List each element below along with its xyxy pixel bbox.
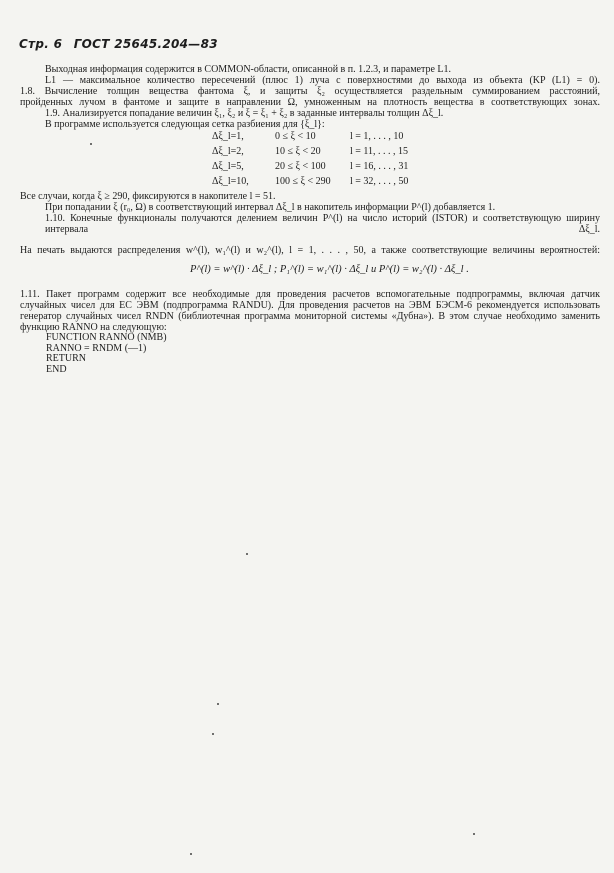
section-1-11-block	[20, 289, 600, 375]
grid-cell: l = 32, . . . , 50	[350, 176, 409, 187]
code-block	[46, 333, 600, 375]
paragraph-1-8-cont: пройденных лучом в фантоме и защите в направлении Ω, умноженным на плотность вещества в соответствующих зонах.	[20, 97, 600, 108]
code-line: RETURN	[46, 353, 86, 364]
grid-cell: 10 ≤ ξ < 20	[275, 146, 321, 157]
paragraph-1-9: 1.9. Анализируется попадание величин ξ₁, ξ₂ и ξ = ξ₁ + ξ₂ в заданные интервалы толщин Δξ_l.	[45, 108, 444, 119]
scan-speck	[473, 833, 475, 835]
grid-cell: Δξ_l=2,	[212, 146, 244, 157]
paragraph-1-8: 1.8. Вычисление толщин вещества фантома ξ, и защиты ξ₂ осуществляется раздельным суммированием расстояний,	[20, 86, 600, 97]
paragraph-case-290: Все случаи, когда ξ ≥ 290, фиксируются в накопителе l = 51.	[20, 191, 276, 202]
grid-cell: Δξ_l=10,	[212, 176, 249, 187]
paragraph-l1: L1 — максимальное количество пересечений (плюс 1) луча с поверхностями до выхода из объекта (KP (L1) = 0).	[45, 75, 600, 86]
code-line: END	[46, 363, 67, 375]
paragraph-1-10: 1.10. Конечные функционалы получаются делением величин P^(l) на число историй (ISTOR) и соответствующую ширину интервала Δξ_l.	[45, 213, 600, 235]
paragraph-hit: При попадании ξ (r₀, Ω) в соответствующий интервал Δξ_l в накопитель информации P^(l) добавляется 1.	[45, 202, 496, 213]
page-header	[19, 38, 225, 51]
document-body	[20, 64, 600, 130]
grid-cell: 0 ≤ ξ < 10	[275, 131, 316, 142]
paragraph-1-11: 1.11. Пакет программ содержит все необходимые для проведения расчетов вспомогательные подпрограммы, включая датчик случайных чисел для ЕС ЭВМ (подпрограмма RANDU). Для проведения расчетов на ЭВМ БЭСМ-6 рекомендуется использовать генератор случайных чисел RNDN (библиотечная программа мониторной системы «Дубна»). В этом случае необходимо заменить функцию RANNO на следующую:	[20, 289, 600, 333]
grid-cell: 100 ≤ ξ < 290	[275, 176, 331, 187]
scan-speck	[190, 853, 192, 855]
scan-speck	[212, 733, 214, 735]
grid-cell: l = 16, . . . , 31	[350, 161, 409, 172]
scan-speck	[246, 553, 248, 555]
grid-cell: l = 1, . . . , 10	[350, 131, 404, 142]
page-number: Стр. 6	[19, 37, 63, 51]
scan-speck	[217, 703, 219, 705]
formula: P^(l) = w^(l) · Δξ_l ; P₁^(l) = w₁^(l) · Δξ_l и P^(l) = w₂^(l) · Δξ_l .	[190, 264, 469, 275]
paragraph-print: На печать выдаются распределения w^(l), w₁^(l) и w₂^(l), l = 1, . . . , 50, а также соответствующие величины вероятностей:	[20, 245, 600, 256]
grid-cell: l = 11, . . . , 15	[350, 146, 409, 157]
paragraph-output-info: Выходная информация содержится в COMMON-области, описанной в п. 1.2.3, и параметре L1.	[45, 64, 452, 75]
grid-cell: Δξ_l=5,	[212, 161, 244, 172]
after-grid-block	[20, 191, 600, 256]
grid-cell: Δξ_l=1,	[212, 131, 244, 142]
paragraph-grid-intro: В программе используется следующая сетка разбиения для {ξ_l}:	[45, 119, 325, 130]
grid-cell: 20 ≤ ξ < 100	[275, 161, 326, 172]
code-line: RANNO = RNDM (—1)	[46, 342, 147, 354]
standard-title: ГОСТ 25645.204—83	[73, 37, 218, 51]
code-line: FUNCTION RANNO (NMB)	[46, 332, 167, 343]
scan-speck	[90, 143, 92, 145]
grid-table	[212, 131, 460, 187]
